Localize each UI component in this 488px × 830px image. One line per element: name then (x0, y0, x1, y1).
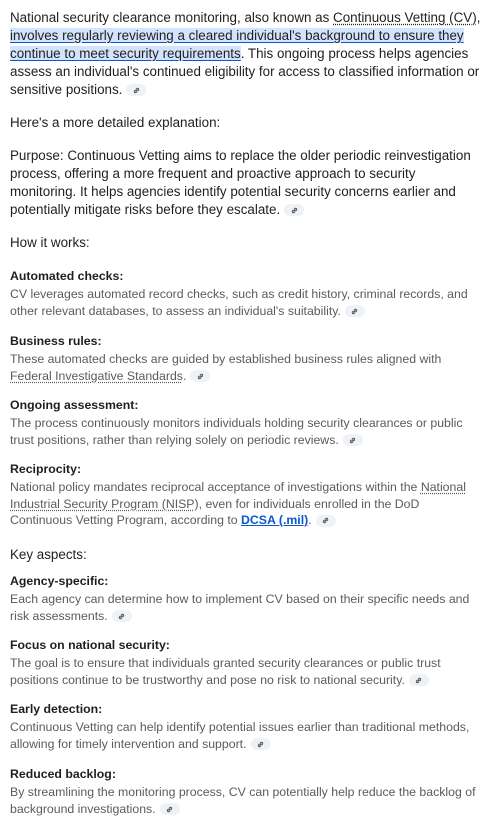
list-item (10, 766, 484, 817)
item-text: Each agency can determine how to implement CV based on their specific needs and risk assessments. (10, 592, 470, 623)
list-item (10, 397, 484, 448)
highlighted-text[interactable]: involves regularly reviewing a cleared individual's background to ensure they continue to meet security requirements (10, 28, 464, 61)
purpose-paragraph (10, 147, 484, 219)
list-item (10, 333, 484, 384)
source-chip[interactable] (126, 84, 146, 96)
link-icon (165, 805, 174, 814)
item-body (10, 415, 484, 448)
source-chip[interactable] (345, 305, 365, 317)
list-item (10, 637, 484, 688)
lead-paragraph (10, 9, 484, 99)
link-icon (256, 740, 265, 749)
federal-standards-link[interactable]: Federal Investigative Standards (10, 368, 183, 383)
list-item (10, 573, 484, 624)
item-text: National policy mandates reciprocal acceptance of investigations within the (10, 480, 421, 494)
list-item (10, 701, 484, 752)
item-body (10, 784, 484, 817)
source-chip[interactable] (190, 370, 210, 382)
list-item (10, 461, 484, 529)
item-text: The goal is to ensure that individuals granted security clearances or public trust positions continue to be trustworthy and pose no risk to national security. (10, 656, 441, 687)
source-chip[interactable] (160, 803, 180, 815)
explanation-intro: Here's a more detailed explanation: (10, 115, 221, 130)
item-title: Focus on national security: (10, 638, 170, 652)
item-body (10, 719, 484, 752)
lead-text-1: National security clearance monitoring, also known as (10, 10, 334, 25)
item-title: Automated checks: (10, 269, 124, 283)
item-text: CV leverages automated record checks, such as credit history, criminal records, and other relevant databases, to assess an individual's suitability. (10, 287, 468, 318)
lead-text-2: , (476, 10, 481, 25)
item-body (10, 286, 484, 319)
item-body (10, 351, 484, 384)
item-title: Agency-specific: (10, 574, 109, 588)
item-body (10, 479, 484, 529)
link-icon (290, 206, 299, 215)
nisp-link[interactable]: National Industrial Security Program (NISP) (10, 480, 466, 511)
item-text: The process continuously monitors individuals holding security clearances or public trust positions, rather than relying solely on periodic reviews. (10, 416, 463, 447)
item-text: . (308, 513, 312, 527)
source-chip[interactable] (284, 204, 304, 216)
item-text: By streamlining the monitoring process, CV can potentially help reduce the backlog of background investigations. (10, 785, 476, 816)
purpose-text: Purpose: Continuous Vetting aims to replace the older periodic reinvestigation process, offering a more frequent and proactive approach to security monitoring. It helps agencies identify potential security concerns earlier and potentially mitigate risks before they escalate. (10, 148, 471, 217)
source-chip[interactable] (343, 434, 363, 446)
how-it-works-heading: How it works: (10, 235, 90, 250)
item-text: Continuous Vetting can help identify potential issues earlier than traditional methods, allowing for timely intervention and support. (10, 720, 470, 751)
link-icon (350, 307, 359, 316)
lead-text-3: . This ongoing process helps agencies assess an individual's continued eligibility for access to classified information or sensitive positions. (10, 46, 480, 97)
cv-term-link[interactable]: Continuous Vetting (CV) (333, 10, 477, 25)
item-title: Early detection: (10, 702, 103, 716)
item-text: , even for individuals enrolled in the DoD Continuous Vetting Program, according to (10, 496, 420, 527)
item-body (10, 655, 484, 688)
link-icon (117, 612, 126, 621)
source-chip[interactable] (251, 738, 271, 750)
item-body (10, 591, 484, 624)
key-aspects-heading: Key aspects: (10, 547, 87, 562)
link-icon (321, 516, 330, 525)
source-chip[interactable] (316, 515, 336, 527)
link-icon (196, 372, 205, 381)
link-icon (348, 436, 357, 445)
link-icon (132, 86, 141, 95)
item-title: Reduced backlog: (10, 767, 116, 781)
item-title: Reciprocity: (10, 462, 82, 476)
item-title: Business rules: (10, 334, 102, 348)
list-item (10, 268, 484, 319)
dcsa-link[interactable]: DCSA (.mil) (241, 513, 309, 527)
link-icon (414, 676, 423, 685)
item-text: . (182, 368, 187, 383)
source-chip[interactable] (112, 610, 132, 622)
source-chip[interactable] (409, 674, 429, 686)
item-title: Ongoing assessment: (10, 398, 139, 412)
item-text: These automated checks are guided by established business rules aligned with (10, 352, 442, 366)
